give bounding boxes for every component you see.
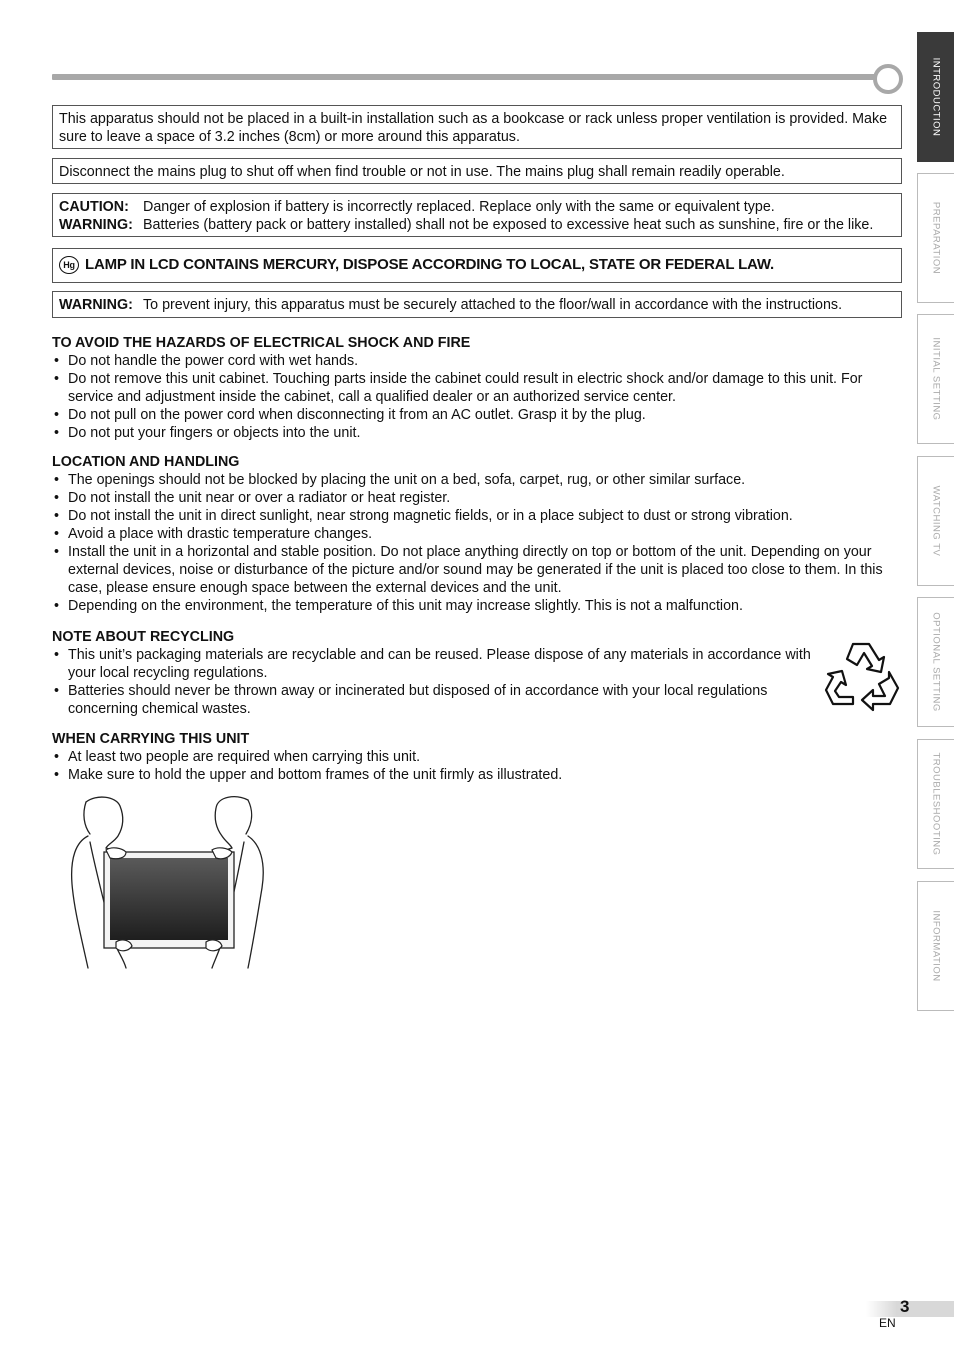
warning-label: WARNING: — [59, 217, 133, 233]
attachment-warning-row — [59, 296, 895, 314]
list-item: • Do not install the unit near or over a radiator or heat register. — [54, 490, 451, 506]
list-item: • This unit’s packaging materials are recyclable and can be reused. Please dispose of any materials in accordance with your local recycling regulations. — [54, 647, 811, 681]
tab-introduction[interactable] — [917, 32, 954, 162]
ventilation-text: This apparatus should not be placed in a built-in installation such as a bookcase or rack unless proper ventilation is provided. Make sure to leave a space of 3.2 inches (8cm) or more around this apparatus. — [59, 111, 888, 145]
list-item: • Depending on the environment, the temperature of this unit may increase slightly. This is not a malfunction. — [54, 598, 743, 614]
hazards-section — [52, 334, 902, 442]
carrying-heading: WHEN CARRYING THIS UNIT — [52, 731, 250, 747]
page-number-bar — [866, 1301, 954, 1317]
header-rule — [52, 74, 878, 80]
tab-label: OPTIONAL SETTING — [930, 612, 942, 712]
warning2-text: To prevent injury, this apparatus must be securely attached to the floor/wall in accordance with the instructions. — [143, 297, 843, 313]
tab-initial-setting[interactable] — [917, 314, 954, 444]
tab-label: INITIAL SETTING — [930, 337, 942, 421]
carrying-list — [52, 748, 902, 784]
tab-information[interactable] — [917, 881, 954, 1011]
page-number: 3 — [900, 1297, 910, 1316]
mercury-row — [59, 256, 895, 274]
tab-optional-setting[interactable] — [917, 597, 954, 727]
list-item: • Do not handle the power cord with wet hands. — [54, 353, 359, 369]
list-item: • Make sure to hold the upper and bottom frames of the unit firmly as illustrated. — [54, 767, 563, 783]
mains-plug-notice — [52, 158, 902, 184]
list-item: • Do not install the unit in direct sunlight, near strong magnetic fields, or in a place subject to dust or strong vibration. — [54, 508, 793, 524]
carrying-section — [52, 730, 902, 784]
location-list — [52, 471, 902, 615]
ventilation-notice — [52, 105, 902, 149]
recycle-icon — [823, 638, 903, 716]
warning-text: Batteries (battery pack or battery installed) shall not be exposed to excessive heat such as sunshine, fire or the like. — [143, 217, 874, 233]
tab-label: TROUBLESHOOTING — [930, 752, 942, 856]
caution-row — [59, 198, 895, 216]
list-item: • Do not pull on the power cord when disconnecting it from an AC outlet. Grasp it by the plug. — [54, 407, 646, 423]
location-section — [52, 453, 902, 615]
caution-label: CAUTION: — [59, 199, 129, 215]
tab-troubleshooting[interactable] — [917, 739, 954, 869]
list-item: • At least two people are required when carrying this unit. — [54, 749, 421, 765]
mercury-text: LAMP IN LCD CONTAINS MERCURY, DISPOSE ACCORDING TO LOCAL, STATE OR FEDERAL LAW. — [85, 256, 774, 273]
mains-plug-text: Disconnect the mains plug to shut off when find trouble or not in use. The mains plug shall remain readily operable. — [59, 164, 785, 180]
recycling-section — [52, 628, 827, 718]
tab-preparation[interactable] — [917, 173, 954, 303]
language-code: EN — [879, 1316, 896, 1330]
list-item: • Install the unit in a horizontal and stable position. Do not place anything directly on top or bottom of the unit. Depending on your external devices, noise or disturbance of the picture and/or sound may be generated if the unit is placed too close to them. In this case, please ensure enough space between the external devices and the unit. — [54, 544, 883, 596]
recycling-list — [52, 646, 827, 718]
battery-notice — [52, 193, 902, 237]
mercury-notice — [52, 248, 902, 283]
tab-label: PREPARATION — [930, 201, 942, 275]
hazards-list — [52, 352, 902, 442]
list-item: • The openings should not be blocked by placing the unit on a bed, sofa, carpet, rug, or other similar surface. — [54, 472, 746, 488]
hazards-heading: TO AVOID THE HAZARDS OF ELECTRICAL SHOCK AND FIRE — [52, 335, 471, 351]
mercury-symbol-icon: Hg — [59, 256, 79, 274]
list-item: • Batteries should never be thrown away or incinerated but disposed of in accordance with your local regulations concerning chemical wastes. — [54, 683, 768, 717]
tab-label: INTRODUCTION — [930, 57, 942, 137]
warning2-label: WARNING: — [59, 297, 133, 313]
tab-watching-tv[interactable] — [917, 456, 954, 586]
carrying-illustration — [66, 792, 270, 972]
tab-label: INFORMATION — [930, 910, 942, 982]
header-rule-circle — [873, 64, 903, 94]
location-heading: LOCATION AND HANDLING — [52, 454, 240, 470]
warning-row — [59, 216, 895, 234]
attachment-warning — [52, 291, 902, 318]
recycling-heading: NOTE ABOUT RECYCLING — [52, 629, 235, 645]
caution-text: Danger of explosion if battery is incorrectly replaced. Replace only with the same or equivalent type. — [143, 199, 775, 215]
list-item: • Do not remove this unit cabinet. Touching parts inside the cabinet could result in electric shock and/or damage to this unit. For service and adjustment inside the cabinet, call a qualified dealer or an authorized service center. — [54, 371, 863, 405]
list-item: • Avoid a place with drastic temperature changes. — [54, 526, 373, 542]
list-item: • Do not put your fingers or objects into the unit. — [54, 425, 361, 441]
tab-label: WATCHING TV — [930, 485, 942, 557]
